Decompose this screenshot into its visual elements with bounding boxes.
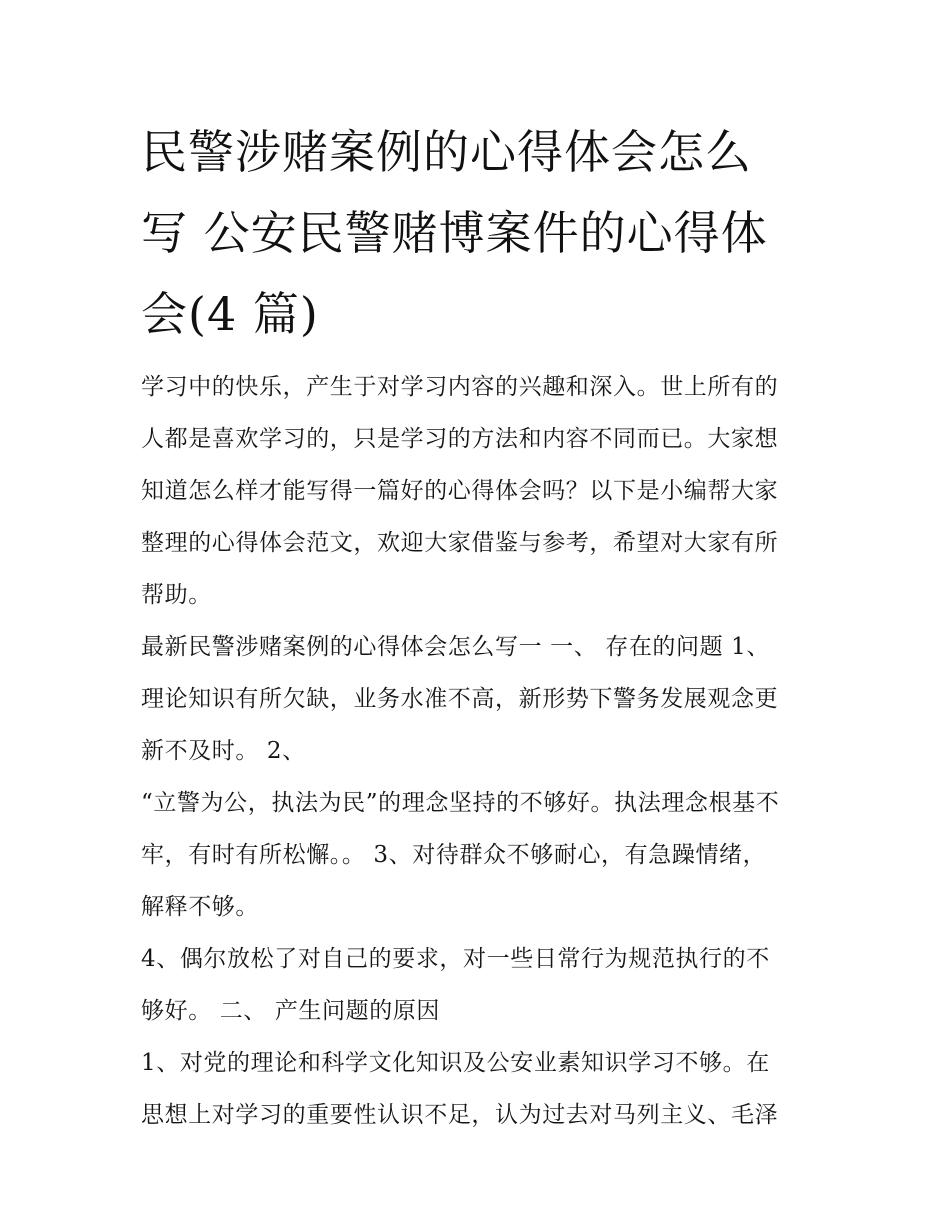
body-line: 解释不够。: [141, 894, 259, 920]
body-line: 理论知识有所欠缺，业务水准不高，新形势下警务发展观念更: [141, 686, 779, 712]
body-line: “立警为公，执法为民”的理念坚持的不够好。执法理念根基不: [141, 790, 780, 816]
document-page: [141, 112, 813, 1141]
body-line: 4、偶尔放松了对自己的要求，对一些日常行为规范执行的不: [141, 946, 770, 972]
body-line: 帮助。: [141, 582, 212, 608]
body-line: 1、对党的理论和科学文化知识及公安业素知识学习不够。在: [141, 1050, 770, 1076]
body-line: 新不及时。 2、: [141, 738, 306, 764]
document-title: [141, 112, 813, 355]
title-line: 写 公安民警赌博案件的心得体: [141, 206, 768, 260]
document-body: [141, 361, 813, 1141]
body-line: 学习中的快乐，产生于对学习内容的兴趣和深入。世上所有的: [141, 374, 779, 400]
body-line: 人都是喜欢学习的，只是学习的方法和内容不同而已。大家想: [141, 426, 779, 452]
body-line: 够好。 二、 产生问题的原因: [141, 998, 441, 1024]
title-line: 会(4 篇): [141, 287, 319, 341]
body-line: 牢，有时有所松懈。。 3、对待群众不够耐心，有急躁情绪，: [141, 842, 767, 868]
body-line: 整理的心得体会范文，欢迎大家借鉴与参考，希望对大家有所: [141, 530, 779, 556]
body-line: 知道怎么样才能写得一篇好的心得体会吗？以下是小编帮大家: [141, 478, 779, 504]
body-line: 思想上对学习的重要性认识不足，认为过去对马列主义、毛泽: [141, 1102, 779, 1128]
title-line: 民警涉赌案例的心得体会怎么: [141, 125, 752, 179]
body-line: 最新民警涉赌案例的心得体会怎么写一 一、 存在的问题 1、: [141, 634, 770, 660]
